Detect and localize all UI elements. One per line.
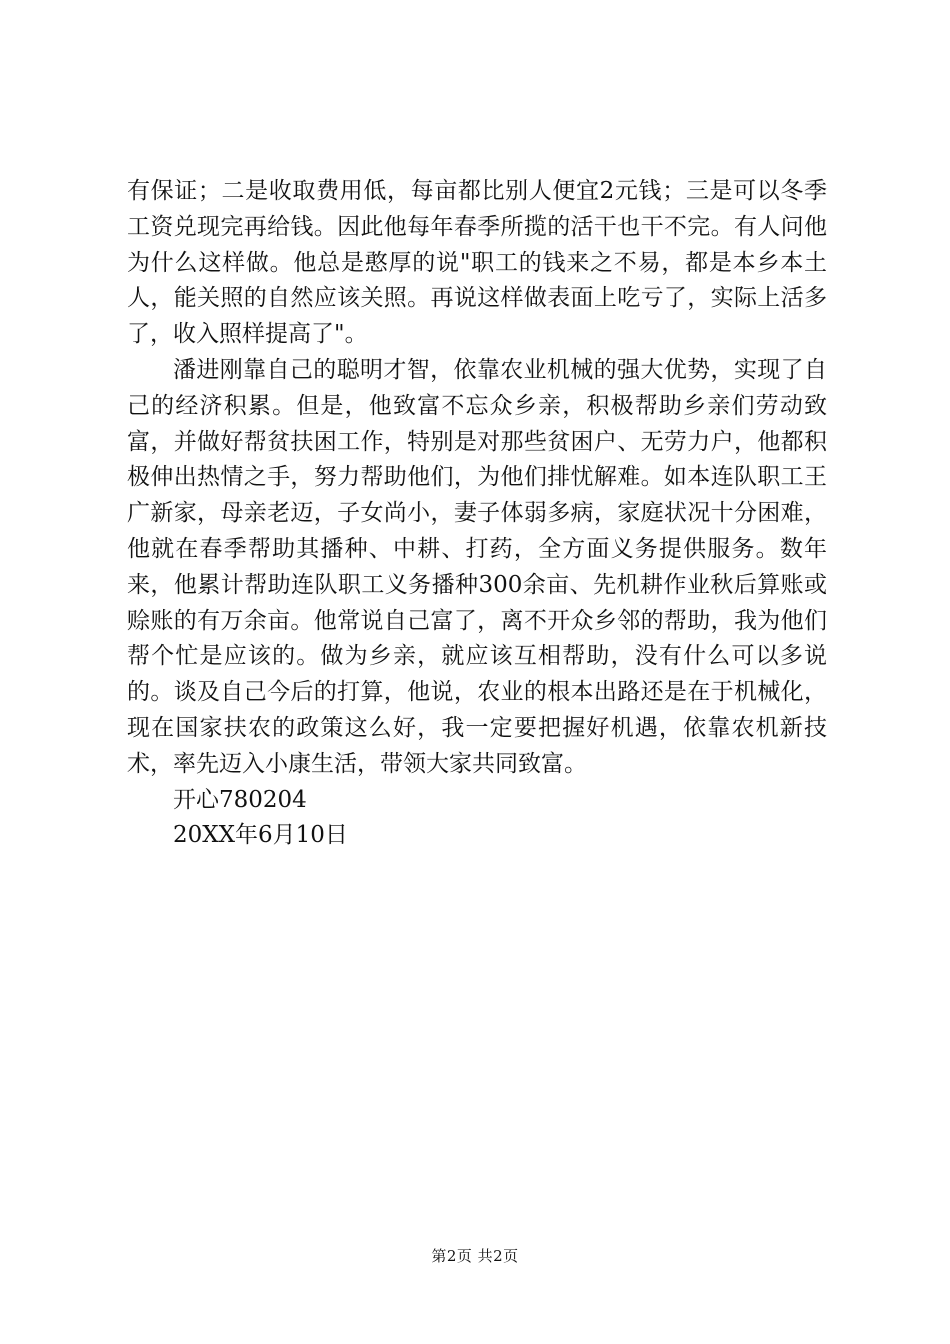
paragraph-continuation: 有保证；二是收取费用低，每亩都比别人便宜2元钱；三是可以冬季工资兑现完再给钱。因此他每年春季所揽的活干也干不完。有人问他为什么这样做。他总是憨厚的说"职工的钱来之不易，都是本乡本土人，能关照的自然应该关照。再说这样做表面上吃亏了，实际上活多了，收入照样提高了"。 — [127, 178, 827, 348]
paragraph-main: 潘进刚靠自己的聪明才智，依靠农业机械的强大优势，实现了自己的经济积累。但是，他致富不忘众乡亲，积极帮助乡亲们劳动致富，并做好帮贫扶困工作，特别是对那些贫困户、无劳力户，他都积极伸出热情之手，努力帮助他们，为他们排忧解难。如本连队职工王广新家，母亲老迈，子女尚小，妻子体弱多病，家庭状况十分困难，他就在春季帮助其播种、中耕、打药，全方面义务提供服务。数年来，他累计帮助连队职工义务播种300余亩、先机耕作业秋后算账或赊账的有万余亩。他常说自己富了，离不开众乡邻的帮助，我为他们帮个忙是应该的。做为乡亲，就应该互相帮助，没有什么可以多说的。谈及自己今后的打算，他说，农业的根本出路还是在于机械化，现在国家扶农的政策这么好，我一定要把握好机遇，依靠农机新技术，率先迈入小康生活，带领大家共同致富。 — [127, 356, 827, 777]
page-footer: 第2页 共2页 — [431, 1247, 519, 1265]
document-body — [127, 174, 827, 854]
signature: 开心780204 — [173, 786, 307, 813]
document-date: 20XX年6月10日 — [173, 822, 348, 849]
